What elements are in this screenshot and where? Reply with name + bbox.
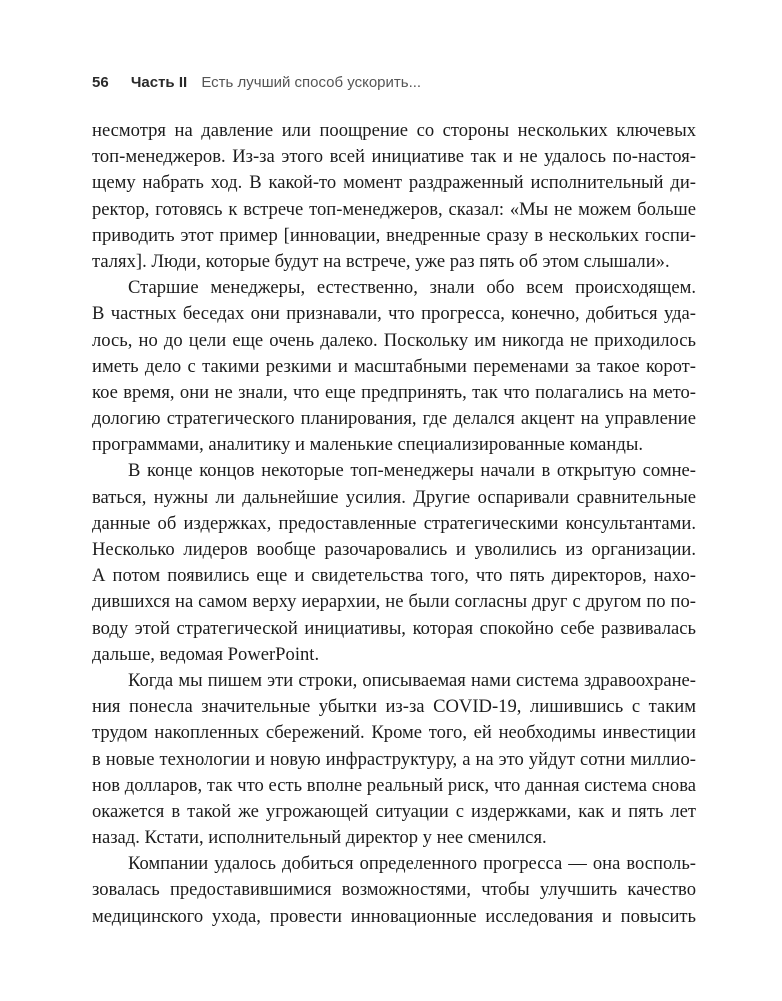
text-line: дившихся на самом верху иерархии, не были согласны друг с другом по по- — [92, 591, 696, 613]
text-line: назад. Кстати, исполнительный директор у нее сменился. — [92, 827, 547, 849]
text-line: зовалась предоставившимися возможностями, чтобы улучшить качество — [92, 879, 696, 901]
text-line: программами, аналитику и маленькие специализированные команды. — [92, 434, 643, 456]
text-line: ваться, нужны ли дальнейшие усилия. Другие оспаривали сравнительные — [92, 486, 696, 508]
text-line: талях]. Люди, которые будут на встрече, уже раз пять об этом слышали». — [92, 250, 670, 272]
text-line: Когда мы пишем эти строки, описываемая нами система здравоохране- — [128, 669, 696, 691]
text-line: трудом накопленных сбережений. Кроме того, ей необходимы инвестиции — [92, 722, 696, 744]
text-line: дальше, ведомая PowerPoint. — [92, 643, 320, 665]
text-line: щему набрать ход. В какой-то момент раздраженный исполнительный ди- — [92, 172, 696, 194]
text-line: Несколько лидеров вообще разочаровались и уволились из организации. — [92, 539, 696, 560]
part-label: Часть II — [130, 74, 188, 91]
text-line: В частных беседах они признавали, что прогресса, конечно, добиться уда- — [92, 303, 696, 325]
text-line: А потом появились еще и свидетельства того, что пять директоров, нахо- — [92, 565, 696, 587]
text-line: в новые технологии и новую инфраструктуру, а на это уйдут сотни миллио- — [92, 748, 696, 770]
paragraph — [92, 458, 696, 668]
text-line: данные об издержках, предоставленные стратегическими консультантами. — [92, 512, 696, 534]
paragraph — [92, 668, 696, 851]
paragraph — [92, 275, 696, 458]
text-line: ректор, готовясь к встрече топ-менеджеров, сказал: «Мы не можем больше — [92, 198, 696, 220]
text-line: нов долларов, так что есть вполне реальный риск, что данная система снова — [92, 774, 696, 796]
text-line: Компании удалось добиться определенного прогресса — она восполь- — [128, 853, 696, 875]
text-line: Старшие менеджеры, естественно, знали обо всем происходящем. — [128, 277, 696, 299]
text-line: медицинского ухода, провести инновационные исследования и повысить — [92, 905, 696, 927]
text-line: окажется в такой же угрожающей ситуации с издержками, как и пять лет — [92, 800, 696, 822]
body-text — [92, 118, 696, 930]
text-line: лось, но до цели еще очень далеко. Поскольку им никогда не приходилось — [92, 329, 696, 351]
text-line: несмотря на давление или поощрение со стороны нескольких ключевых — [92, 120, 696, 141]
text-line: приводить этот пример [инновации, внедренные сразу в нескольких госпи- — [92, 224, 696, 246]
text-line: кое время, они не знали, что еще предпринять, так что полагались на мето- — [92, 381, 696, 403]
paragraph — [92, 851, 696, 930]
text-line: дологию стратегического планирования, где делался акцент на управление — [92, 408, 696, 430]
page-number: 56 — [92, 74, 109, 91]
chapter-title: Есть лучший способ ускорить... — [201, 74, 422, 91]
text-line: ния понесла значительные убытки из-за COVID-19, лишившись с таким — [92, 696, 696, 718]
paragraph — [92, 118, 696, 275]
text-line: иметь дело с такими резкими и масштабными переменами за такое корот- — [92, 355, 696, 377]
text-line: В конце концов некоторые топ-менеджеры начали в открытую сомне- — [128, 460, 696, 482]
text-line: воду этой стратегической инициативы, которая спокойно себе развивалась — [92, 617, 696, 639]
running-header — [92, 74, 421, 91]
text-line: топ-менеджеров. Из-за этого всей инициативе так и не удалось по-настоя- — [92, 146, 696, 168]
